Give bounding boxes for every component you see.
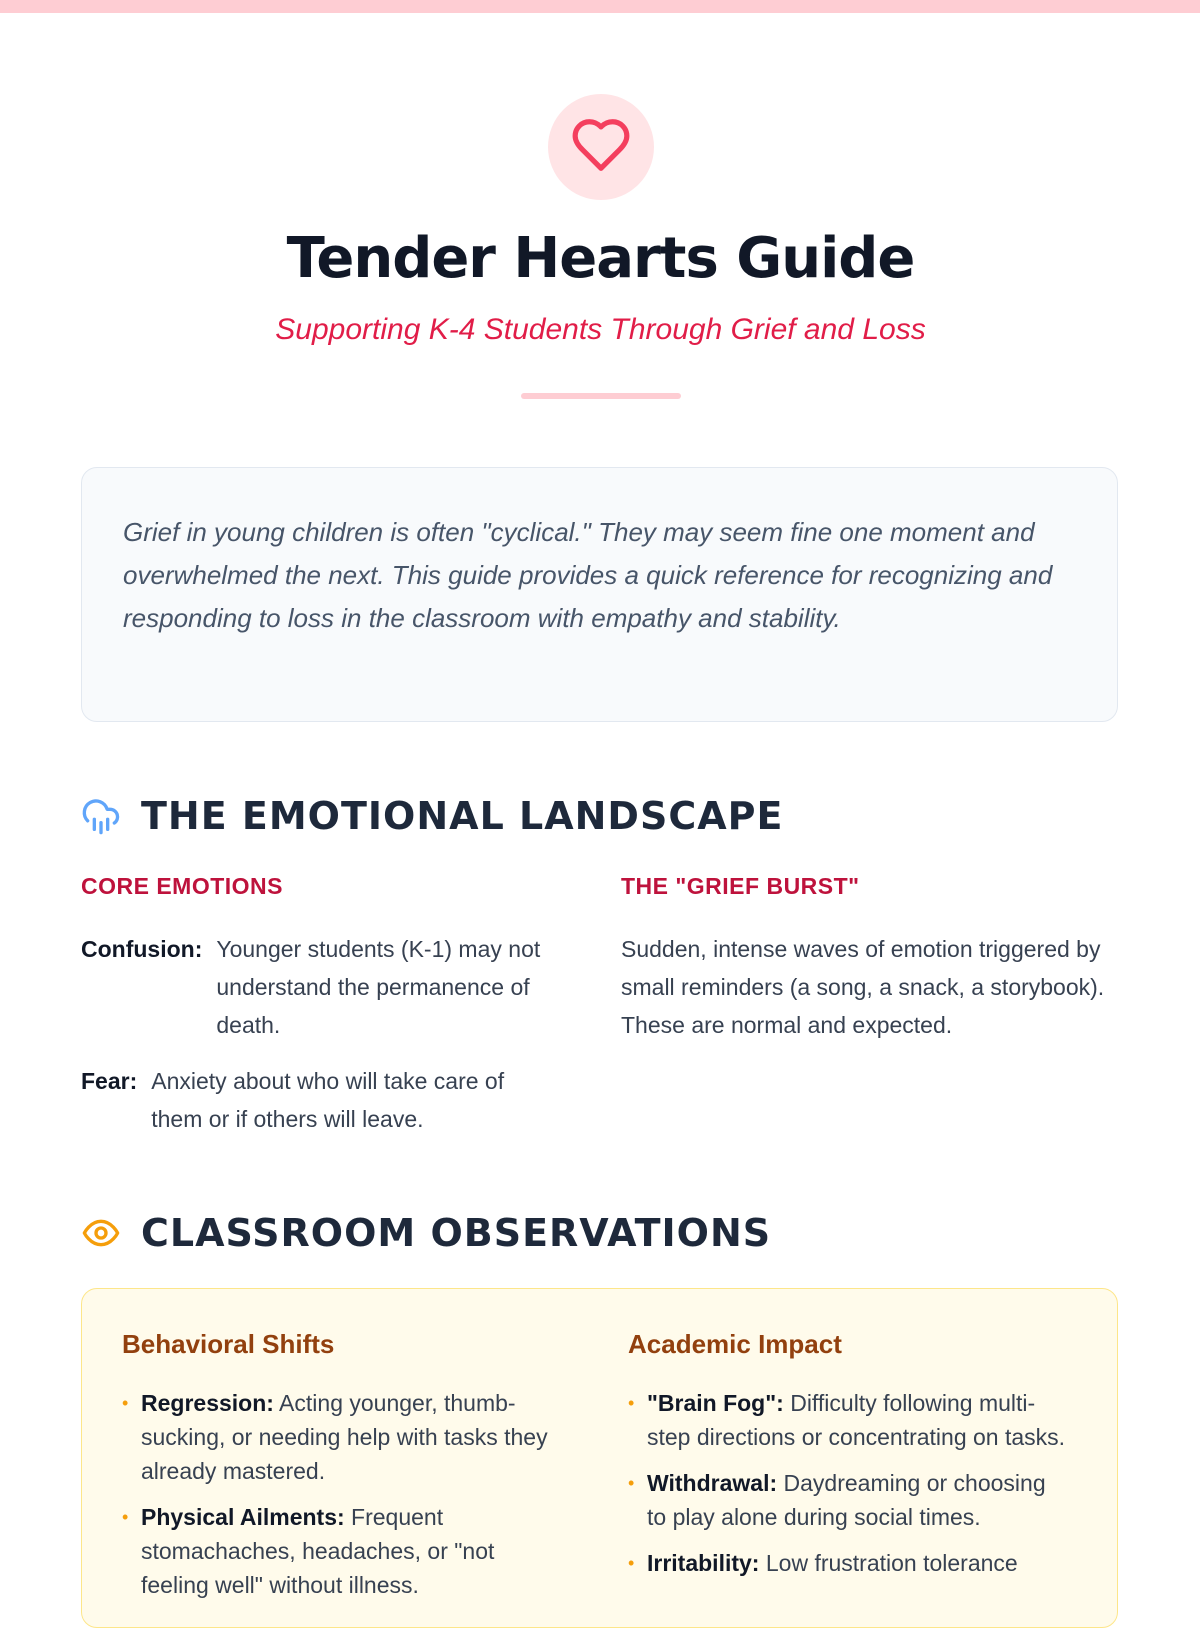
bullet-dot-icon: • [628,1473,635,1493]
bullet-dot-icon: • [122,1393,129,1413]
item-text: Daydreaming or choosing to play alone during social times. [647,1470,1046,1530]
hero-icon-circle [548,94,654,200]
column-title: Behavioral Shifts [122,1329,335,1359]
list-item [81,1062,561,1138]
item-term: Irritability: [647,1550,760,1576]
section-heading: THE EMOTIONAL LANDSCAPE [141,794,784,838]
bullet-dot-icon: • [628,1553,635,1573]
item-term: Physical Ailments: [141,1504,345,1530]
core-emotions-label: CORE EMOTIONS [81,873,284,899]
list-item [628,1466,1068,1534]
item-term: "Brain Fog": [647,1390,784,1416]
bullet-dot-icon: • [628,1393,635,1413]
core-emotions-list [81,930,561,1156]
intro-callout: Grief in young children is often "cyclical." They may seem fine one moment and overwhelmed the next. This guide provides a quick reference for recognizing and responding to loss in the classroom with empathy and stability. [81,467,1118,722]
list-item [628,1546,1068,1580]
grief-burst-label: THE "GRIEF BURST" [621,873,860,899]
item-text: Low frustration tolerance [759,1550,1018,1576]
grief-burst-text: Sudden, intense waves of emotion triggered by small reminders (a song, a snack, a storybook). These are normal and expected. [621,936,1105,1038]
list-item [81,930,561,1044]
observations-card [81,1288,1118,1628]
list-item [122,1386,562,1488]
item-term: Regression: [141,1390,274,1416]
heart-icon [570,114,632,181]
section-classroom-observations [81,1205,771,1261]
academic-impact-column [628,1329,1068,1592]
rain-cloud-icon [81,796,121,836]
bullet-dot-icon: • [122,1507,129,1527]
title-divider [521,393,681,399]
behavioral-shifts-column [122,1329,562,1614]
item-text: Frequent stomachaches, headaches, or "not feeling well" without illness. [141,1504,495,1598]
page-subtitle: Supporting K-4 Students Through Grief and Loss [275,313,926,346]
definition-term: Fear: [81,1068,138,1094]
top-accent-bar [0,0,1200,13]
definition-term: Confusion: [81,936,203,962]
page-title: Tender Hearts Guide [286,226,915,291]
definition-text: Younger students (K-1) may not understand the permanence of death. [216,936,541,1038]
item-text: Difficulty following multi-step directions or concentrating on tasks. [647,1390,1066,1450]
definition-text: Anxiety about who will take care of them or if others will leave. [151,1068,505,1132]
column-title: Academic Impact [628,1329,842,1359]
eye-icon [81,1213,121,1253]
list-item [122,1500,562,1602]
list-item [628,1386,1068,1454]
section-heading: CLASSROOM OBSERVATIONS [141,1211,772,1255]
section-emotional-landscape [81,788,783,844]
item-term: Withdrawal: [647,1470,778,1496]
item-text: Acting younger, thumb-sucking, or needing help with tasks they already mastered. [141,1390,548,1484]
